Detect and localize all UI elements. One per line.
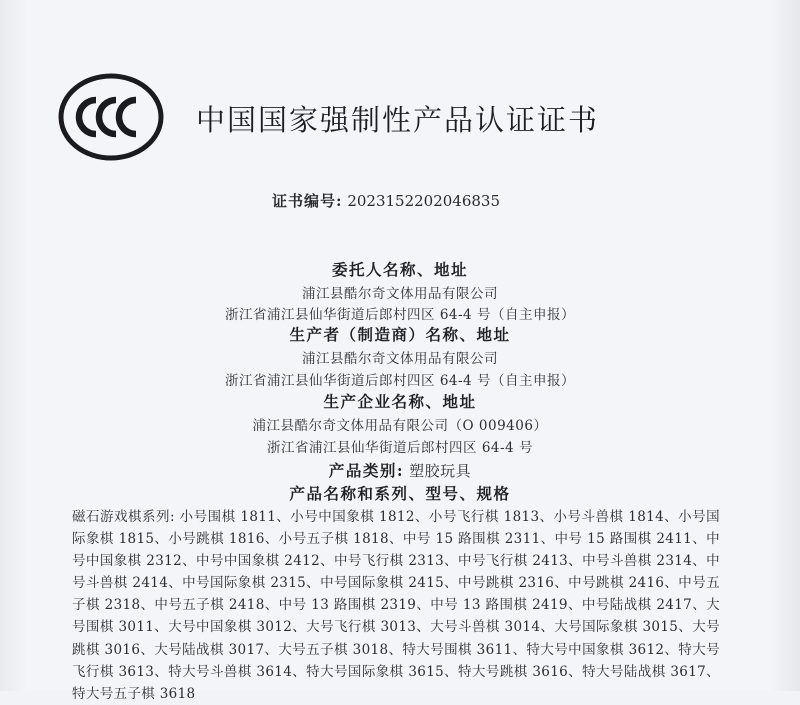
product-heading: 产品名称和系列、型号、规格 <box>289 484 511 503</box>
factory-address: 浙江省浦江县仙华街道后郎村四区 64-4 号 <box>267 440 533 456</box>
page-title: 中国国家强制性产品认证证书 <box>196 103 600 137</box>
product-category <box>0 459 800 481</box>
product-description: 磁石游戏棋系列: 小号围棋 1811、小号中国象棋 1812、小号飞行棋 1813、小号斗兽棋 1814、小号国际象棋 1815、小号跳棋 1816、小号五子棋 1818、中号 15 路围棋 2311、中号 15 路围棋 2411、中号中国象棋 2312、中号中国象棋 2412、中号飞行棋 2313、中号飞行棋 2413、中号斗兽棋 2314、中号斗兽棋 2414、中号国际象棋 2315、中号国际象棋 2415、中号跳棋 2316、中号跳棋 2416、中号五子棋 2318、中号五子棋 2418、中号 13 路围棋 2319、中号 13 路围棋 2419、中号陆战棋 2417、大号围棋 3011、大号中国象棋 3012、大号飞行棋 3013、大号斗兽棋 3014、大号国际象棋 3015、大号跳棋 3016、大号陆战棋 3017、大号五子棋 3018、特大号围棋 3611、特大号中国象棋 3612、特大号飞行棋 3613、特大号斗兽棋 3614、特大号国际象棋 3615、特大号跳棋 3616、特大号陆战棋 3617、特大号五子棋 3618 <box>72 509 720 702</box>
manufacturer-name: 浦江县酷尔奇文体用品有限公司 <box>302 351 498 367</box>
page-left-shadow <box>0 0 26 691</box>
manufacturer-heading: 生产者（制造商）名称、地址 <box>289 325 511 344</box>
client-name: 浦江县酷尔奇文体用品有限公司 <box>302 286 498 302</box>
certificate-number-label: 证书编号: <box>272 192 343 210</box>
client-address: 浙江省浦江县仙华街道后郎村四区 64-4 号（自主申报） <box>225 307 575 323</box>
product-category-value: 塑胶玩具 <box>409 462 472 480</box>
page-right-shadow <box>770 0 800 691</box>
client-heading: 委托人名称、地址 <box>331 260 468 279</box>
factory-heading: 生产企业名称、地址 <box>323 392 477 411</box>
manufacturer-address: 浙江省浦江县仙华街道后郎村四区 64-4 号（自主申报） <box>225 373 575 389</box>
certificate-number <box>272 190 500 211</box>
certificate-number-value: 2023152202046835 <box>347 192 501 210</box>
factory-name: 浦江县酷尔奇文体用品有限公司（O 009406） <box>252 418 548 434</box>
product-category-label: 产品类别: <box>328 461 405 480</box>
ccc-logo-icon <box>58 72 164 162</box>
